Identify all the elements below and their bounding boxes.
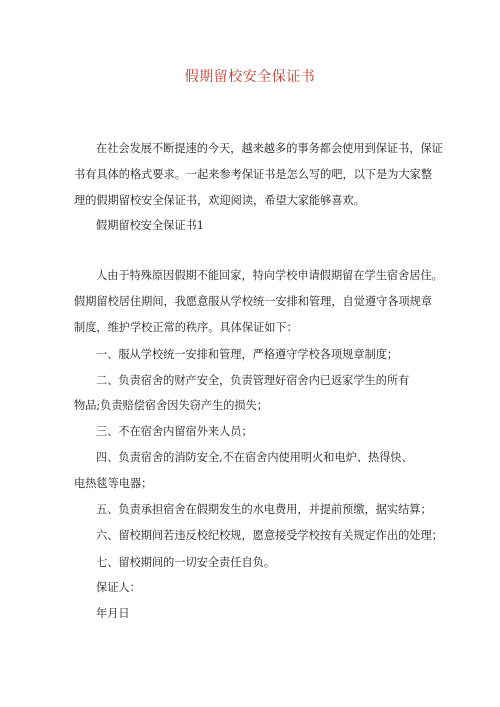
- item-2-line-2: 物品;负责赔偿宿舍因失窃产生的损失；: [74, 399, 268, 412]
- date-label: 年月日: [96, 607, 130, 620]
- item-7: 七、留校期间的一切安全责任自负。: [96, 556, 276, 569]
- intro-line-2: 书有具体的格式要求。一起来参考保证书是怎么写的吧，以下是为大家整: [74, 168, 433, 181]
- intro-line-1: 在社会发展不断提速的今天，越来越多的事务都会使用到保证书，保证: [96, 142, 443, 155]
- item-1: 一、服从学校统一安排和管理，严格遵守学校各项规章制度；: [96, 348, 399, 361]
- item-6: 六、留校期间若违反校纪校规，愿意接受学校按有关规定作出的处理；: [96, 529, 443, 542]
- body-line-3: 制度，维护学校正常的秩序。具体保证如下：: [74, 321, 298, 334]
- section-heading: 假期留校安全保证书1: [96, 219, 204, 232]
- document-title: 假期留校安全保证书: [184, 69, 316, 85]
- item-4-line-1: 四、负责宿舍的消防安全,不在宿舍内使用明火和电炉、热得快、: [96, 451, 413, 464]
- item-2-line-1: 二、负责宿舍的财产安全，负责管理好宿舍内已返家学生的所有: [96, 374, 410, 387]
- intro-line-3: 理的假期留校安全保证书，欢迎阅读，希望大家能够喜欢。: [74, 194, 365, 207]
- guarantor-label: 保证人：: [96, 581, 141, 594]
- body-line-1: 人由于特殊原因假期不能回家，特向学校申请假期留在学生宿舍居住。: [96, 269, 443, 282]
- body-line-2: 假期留校居住期间，我愿意服从学校统一安排和管理，自觉遵守各项规章: [74, 295, 433, 308]
- item-5: 五、负责承担宿舍在假期发生的水电费用，并提前预缴，据实结算；: [96, 503, 432, 516]
- item-3: 三、不在宿舍内留宿外来人员；: [96, 425, 253, 438]
- item-4-line-2: 电热毯等电器；: [74, 477, 153, 490]
